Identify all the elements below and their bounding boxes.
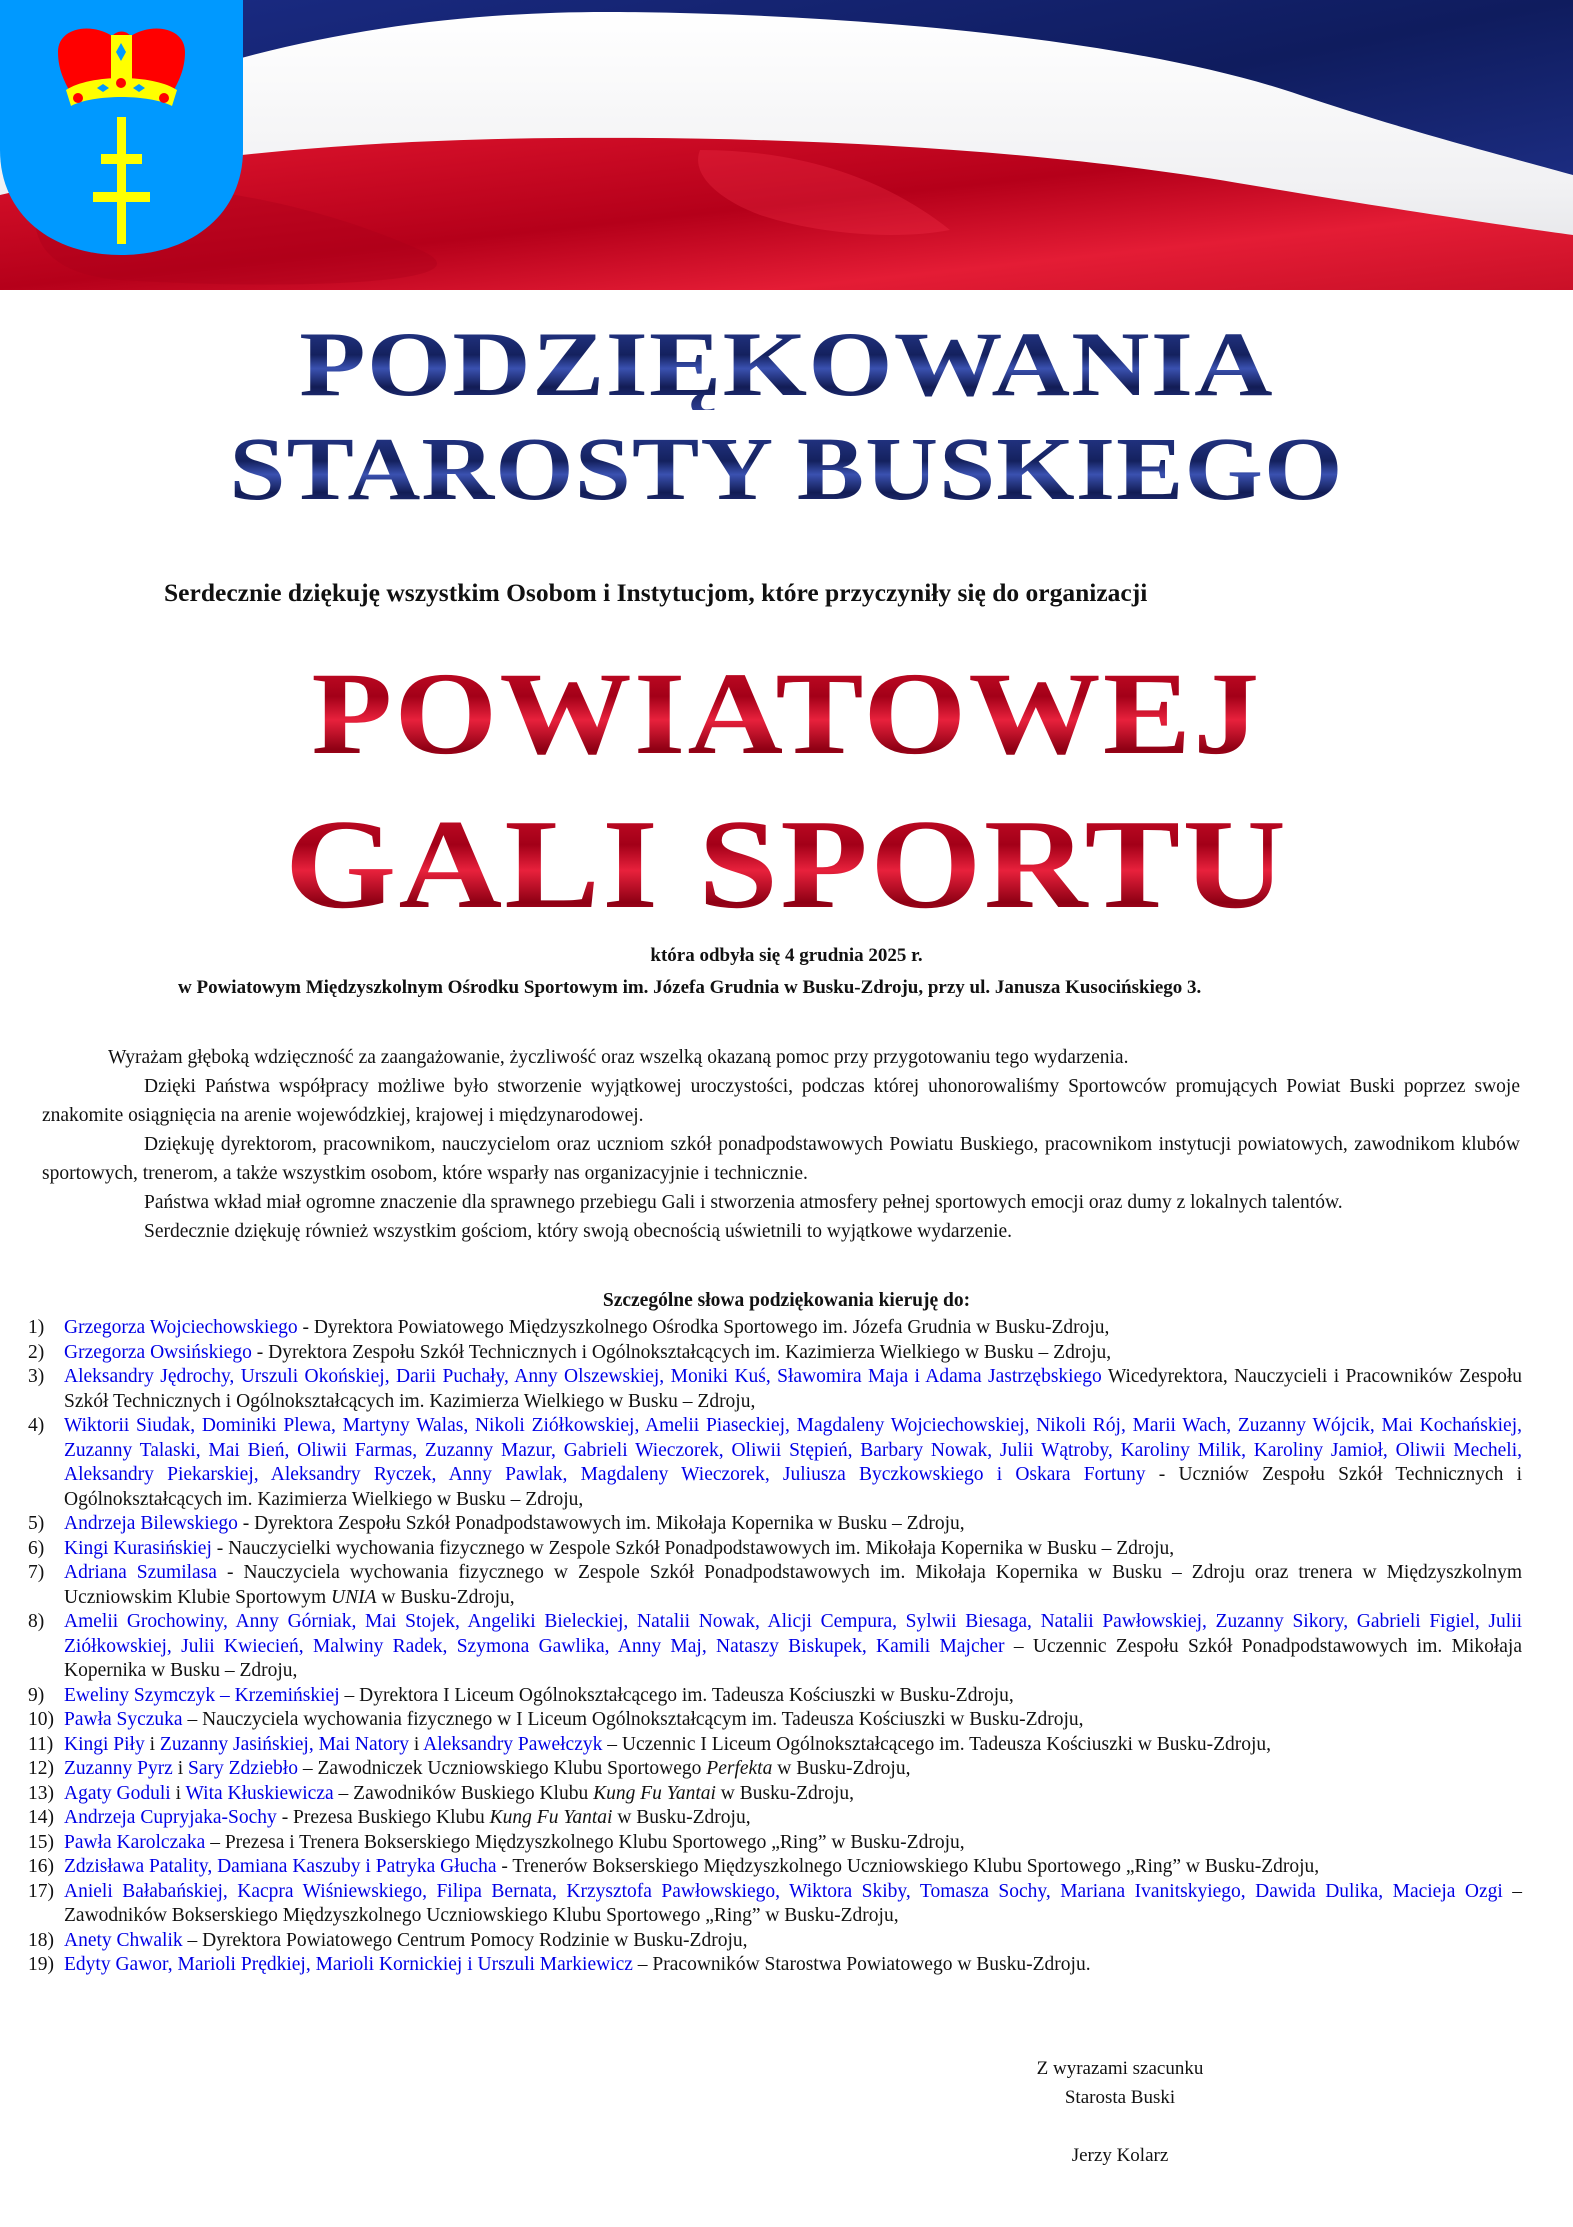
honoree-names: Adriana Szumilasa: [64, 1562, 217, 1583]
closing-text: Z wyrazami szacunku: [1036, 2058, 1204, 2079]
list-item-number: 5): [28, 1513, 45, 1534]
honoree-description: w Busku-Zdroju,: [376, 1586, 515, 1608]
list-item: [28, 1512, 1522, 1537]
signatory-name: Jerzy Kolarz: [1071, 2145, 1169, 2166]
list-item: [28, 1953, 1522, 1978]
honoree-names: Eweliny Szymczyk – Krzemińskiej: [64, 1684, 340, 1706]
club-name: Kung Fu Yantai: [593, 1782, 716, 1804]
honoree-names: Andrzeja Bilewskiego: [64, 1513, 238, 1534]
honoree-description: - Nauczyciela wychowania fizycznego w Zespole Szkół Ponadpodstawowych im. Mikołaja Kopernika w Busku – Zdroju oraz trenera w Międzyszkolnym Uczniowskim Klubie Sportowym: [64, 1562, 1522, 1608]
honoree-description: – Pracowników Starostwa Powiatowego w Busku-Zdroju.: [632, 1954, 1091, 1975]
honoree-description: w Busku-Zdroju,: [612, 1807, 751, 1828]
special-thanks-list: [28, 1316, 1522, 1978]
honoree-names: Zuzanny Jasińskiej, Mai Natory: [159, 1733, 410, 1755]
honoree-names: Kingi Kurasińskiej: [64, 1537, 212, 1559]
honoree-description: w Busku-Zdroju,: [715, 1782, 855, 1804]
paragraph: Dzięki Państwa współpracy możliwe było stworzenie wyjątkowej uroczystości, podczas której uhonorowaliśmy Sportowców promujących Powiat Buski poprzez swoje znakomite osiągnięcia na arenie wojewódzkiej, krajowej i międzynarodowej.: [42, 1076, 1520, 1126]
list-item-number: 15): [28, 1831, 54, 1853]
honoree-description: i: [170, 1782, 186, 1804]
list-item-number: 11): [28, 1733, 54, 1755]
list-item-number: 1): [28, 1317, 45, 1338]
list-item: [28, 1684, 1522, 1709]
honoree-names: Pawła Karolczaka: [64, 1831, 206, 1853]
honoree-names: Kingi Piły: [64, 1733, 145, 1755]
list-item-number: 4): [28, 1415, 45, 1436]
list-item: [28, 1782, 1522, 1807]
honoree-description: Wicedyrektora, Nauczycieli i Pracowników Zespołu Szkół Technicznych i Ogólnokształcących im. Kazimierza Wielkiego w Busku – Zdroju,: [64, 1366, 1523, 1412]
intro-text: Serdecznie dziękuję wszystkim Osobom i Instytucjom, które przyczyniły się do organizacji: [164, 580, 1148, 607]
honoree-description: – Dyrektora Powiatowego Centrum Pomocy Rodzinie w Busku-Zdroju,: [182, 1929, 748, 1951]
thanks-body: [42, 1043, 1520, 1246]
paragraph: Wyrażam głęboką wdzięczność za zaangażowanie, życzliwość oraz wszelką okazaną pomoc przy przygotowaniu tego wydarzenia.: [108, 1047, 1129, 1068]
honoree-description: – Zawodniczek Uczniowskiego Klubu Sportowego: [297, 1758, 707, 1779]
honoree-description: - Dyrektora Zespołu Szkół Technicznych i Ogólnokształcących im. Kazimierza Wielkiego w Busku – Zdroju,: [251, 1341, 1112, 1363]
honoree-names: Zuzanny Pyrz: [64, 1758, 173, 1779]
honoree-names: Grzegorza Wojciechowskiego: [64, 1317, 298, 1338]
honoree-description: - Nauczycielki wychowania fizycznego w Zespole Szkół Ponadpodstawowych im. Mikołaja Kopernika w Busku – Zdroju,: [211, 1537, 1175, 1559]
honoree-description: - Prezesa Buskiego Klubu: [276, 1807, 490, 1828]
list-item: [28, 1806, 1522, 1831]
honoree-description: i: [172, 1758, 189, 1779]
honoree-names: Wiktorii Siudak, Dominiki Plewa, Martyny Walas, Nikoli Ziółkowskiej, Amelii Piaseckiej, Magdaleny Wojciechowskiej, Nikoli Rój, Marii Wach, Zuzanny Wójcik, Mai Kochańskiej, Zuzanny Talaski, Mai Bień, Oliwii Farmas, Zuzanny Mazur, Gabrieli Wieczorek, Oliwii Stępień, Barbary Nowak, Julii Wątroby, Karoliny Milik, Karoliny Jamioł, Oliwii Mecheli, Aleksandry Piekarskiej, Aleksandry Ryczek, Anny Pawlak, Magdaleny Wieczorek, Juliusza Byczkowskiego i Oskara Fortuny: [64, 1415, 1522, 1485]
honoree-names: Pawła Syczuka: [64, 1709, 183, 1730]
list-item-number: 2): [28, 1341, 45, 1363]
signature-block: [960, 2054, 1280, 2170]
club-name: Kung Fu Yantai: [489, 1807, 613, 1828]
honoree-names: Aleksandry Pawełczyk: [423, 1733, 603, 1755]
paragraph: Dziękuję dyrektorom, pracownikom, nauczycielom oraz uczniom szkół ponadpodstawowych Powiatu Buskiego, pracownikom instytucji powiatowych, zawodnikom klubów sportowych, trenerom, a także wszystkim osobom, które wsparły nas organizacyjnie i technicznie.: [42, 1134, 1520, 1184]
club-name: Perfekta: [706, 1758, 773, 1779]
list-item: [28, 1414, 1522, 1512]
list-item-number: 10): [28, 1709, 54, 1730]
special-thanks-heading: Szczególne słowa podziękowania kieruję do:: [602, 1290, 971, 1311]
honoree-description: – Zawodników Bokserskiego Międzyszkolnego Uczniowskiego Klubu Sportowego „Ring” w Busku-Zdroju,: [64, 1880, 1522, 1926]
honoree-names: Edyty Gawor, Marioli Prędkiej, Marioli Kornickiej i Urszuli Markiewicz: [64, 1954, 633, 1975]
event-venue: w Powiatowym Międzyszkolnym Ośrodku Sportowym im. Józefa Grudnia w Busku-Zdroju, przy ul. Janusza Kusocińskiego 3.: [178, 977, 1202, 998]
list-item: [28, 1831, 1522, 1856]
honoree-names: Wita Kłuskiewicza: [185, 1782, 334, 1804]
list-item: [28, 1341, 1522, 1366]
honoree-description: i: [409, 1733, 424, 1755]
honoree-description: w Busku-Zdroju,: [772, 1758, 911, 1779]
list-item-number: 12): [28, 1758, 54, 1779]
honoree-description: - Trenerów Bokserskiego Międzyszkolnego Uczniowskiego Klubu Sportowego „Ring” w Busku-Zdroju,: [496, 1856, 1320, 1877]
honoree-description: – Nauczyciela wychowania fizycznego w I Liceum Ogólnokształcącym im. Tadeusza Kościuszki w Busku-Zdroju,: [182, 1709, 1084, 1730]
honoree-description: – Uczennic I Liceum Ogólnokształcącego im. Tadeusza Kościuszki w Busku-Zdroju,: [602, 1733, 1272, 1755]
event-title-line-2: GALI SPORTU: [0, 800, 1573, 928]
honoree-names: Zdzisława Patality, Damiana Kaszuby i Patryka Głucha: [64, 1856, 497, 1877]
honoree-description: - Uczniów Zespołu Szkół Technicznych i Ogólnokształcących im. Kazimierza Wielkiego w Busku – Zdroju,: [64, 1464, 1522, 1510]
list-item-number: 18): [28, 1929, 54, 1951]
honoree-names: Andrzeja Cupryjaka-Sochy: [64, 1807, 277, 1828]
list-item: [28, 1733, 1522, 1758]
list-item: [28, 1365, 1522, 1414]
spacer: [960, 2112, 1280, 2141]
signatory-role: Starosta Buski: [1064, 2087, 1176, 2108]
honoree-names: Aleksandry Jędrochy, Urszuli Okońskiej, Darii Puchały, Anny Olszewskiej, Moniki Kuś, Sławomira Maja i Adama Jastrzębskiego: [64, 1366, 1102, 1387]
honoree-names: Anieli Bałabańskiej, Kacpra Wiśniewskiego, Filipa Bernata, Krzysztofa Pawłowskiego, Wiktora Skiby, Tomasza Sochy, Mariana Ivanitskyiego, Dawida Dulika, Macieja Ozgi: [64, 1880, 1503, 1902]
honoree-names: Sary Zdziebło: [188, 1758, 298, 1779]
list-item-number: 9): [28, 1684, 45, 1706]
flag-banner: [0, 0, 1573, 305]
honoree-description: – Dyrektora I Liceum Ogólnokształcącego im. Tadeusza Kościuszki w Busku-Zdroju,: [339, 1684, 1014, 1706]
list-item-number: 17): [28, 1880, 54, 1902]
coat-of-arms-crest: [0, 0, 243, 255]
honoree-description: – Zawodników Buskiego Klubu: [333, 1782, 594, 1804]
list-item-number: 16): [28, 1856, 54, 1877]
list-item: [28, 1855, 1522, 1880]
list-item: [28, 1757, 1522, 1782]
paragraph: Państwa wkład miał ogromne znaczenie dla sprawnego przebiegu Gali i stworzenia atmosfery pełnej sportowych emocji oraz dumy z lokalnych talentów.: [144, 1192, 1343, 1213]
list-item-number: 8): [28, 1611, 45, 1632]
list-item: [28, 1610, 1522, 1684]
club-name: UNIA: [331, 1586, 377, 1608]
event-title-line-1: POWIATOWEJ: [0, 655, 1573, 773]
list-item: [28, 1316, 1522, 1341]
list-item: [28, 1880, 1522, 1929]
honoree-names: Anety Chwalik: [64, 1929, 183, 1951]
list-item-number: 14): [28, 1807, 54, 1828]
honoree-description: – Prezesa i Trenera Bokserskiego Międzyszkolnego Klubu Sportowego „Ring” w Busku-Zdroju,: [205, 1831, 965, 1853]
honoree-names: Grzegorza Owsińskiego: [64, 1341, 252, 1363]
list-item-number: 19): [28, 1954, 54, 1975]
list-item-number: 3): [28, 1366, 45, 1387]
honoree-names: Amelii Grochowiny, Anny Górniak, Mai Stojek, Angeliki Bieleckiej, Natalii Nowak, Alicji Cempura, Sylwii Biesaga, Natalii Pawłowskiej, Zuzanny Sikory, Gabrieli Figiel, Julii Ziółkowskiej, Julii Kwiecień, Malwiny Radek, Szymona Gawlika, Anny Maj, Nataszy Biskupek, Kamili Majcher: [64, 1611, 1522, 1657]
paragraph: Serdecznie dziękuję również wszystkim gościom, który swoją obecnością uświetnili to wyjątkowe wydarzenie.: [144, 1221, 1013, 1242]
list-item-number: 13): [28, 1782, 54, 1804]
list-item-number: 7): [28, 1562, 45, 1583]
list-item: [28, 1929, 1522, 1954]
honoree-description: - Dyrektora Powiatowego Międzyszkolnego Ośrodka Sportowego im. Józefa Grudnia w Busku-Zdroju,: [297, 1317, 1110, 1338]
list-item-number: 6): [28, 1537, 45, 1559]
honoree-description: – Uczennic Zespołu Szkół Ponadpodstawowych im. Mikołaja Kopernika w Busku – Zdroju,: [64, 1635, 1522, 1681]
page-title-line-1: PODZIĘKOWANIA: [0, 318, 1573, 410]
page-title-line-2: STAROSTY BUSKIEGO: [0, 425, 1573, 515]
list-item: [28, 1708, 1522, 1733]
honoree-names: Agaty Goduli: [64, 1782, 171, 1804]
list-item: [28, 1561, 1522, 1610]
honoree-description: - Dyrektora Zespołu Szkół Ponadpodstawowych im. Mikołaja Kopernika w Busku – Zdroju,: [237, 1513, 965, 1534]
event-date: która odbyła się 4 grudnia 2025 r.: [650, 945, 923, 966]
list-item: [28, 1537, 1522, 1562]
honoree-description: i: [144, 1733, 160, 1755]
